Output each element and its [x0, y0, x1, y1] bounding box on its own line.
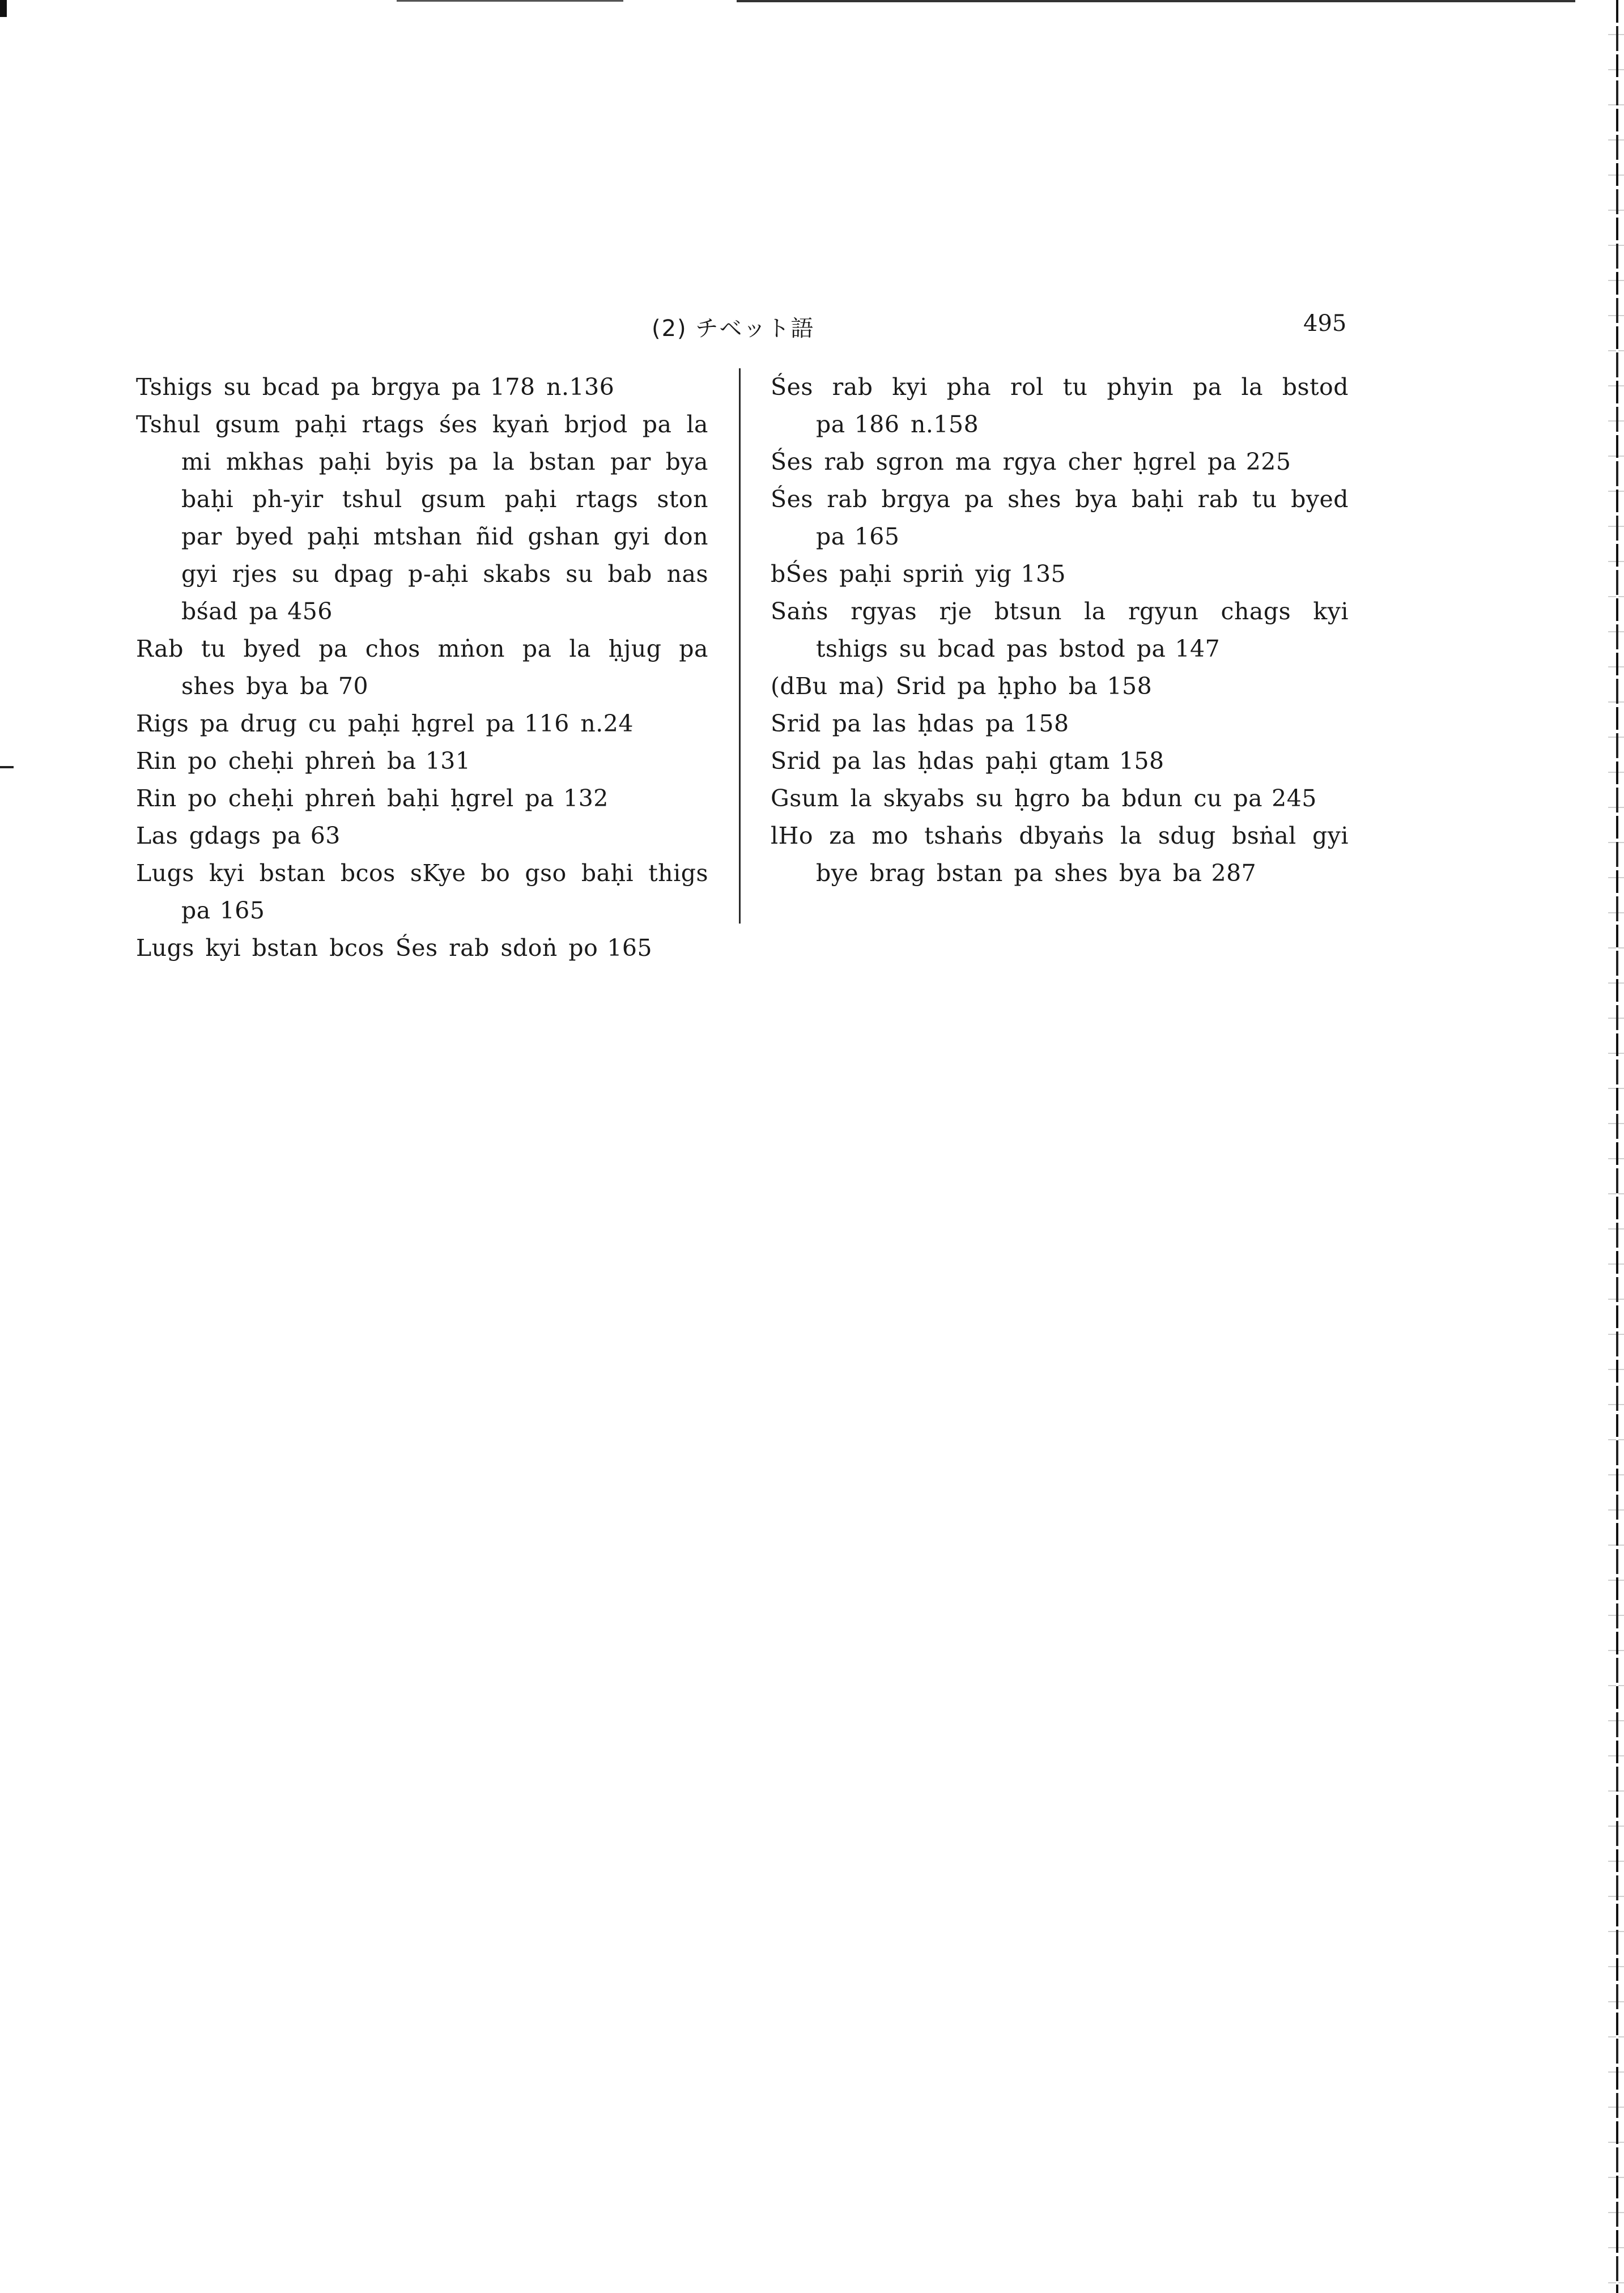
entry-title: Srid pa las ḥdas pa	[771, 710, 1015, 737]
index-entry	[771, 780, 1349, 817]
entry-title: Lugs kyi bstan bcos Śes rab sdoṅ po	[136, 934, 598, 962]
entry-page-ref: 456	[287, 598, 333, 625]
entry-page-ref: 158	[1119, 747, 1164, 775]
entry-page-ref: 147	[1175, 635, 1221, 662]
entry-title: Srid pa las ḥdas paḥi gtam	[771, 747, 1110, 775]
scan-border-top-left	[397, 0, 623, 2]
entry-page-ref: 135	[1021, 560, 1066, 588]
index-entry	[771, 443, 1349, 480]
scan-border-top	[737, 0, 1575, 2]
index-entry	[771, 667, 1349, 705]
entry-page-ref: 287	[1211, 860, 1257, 887]
index-entry	[771, 593, 1349, 667]
entry-title: lHo za mo tshaṅs dbyaṅs la sdug bsṅal gyi bye brag bstan pa shes bya ba	[771, 822, 1349, 887]
index-entry	[136, 854, 708, 929]
entry-page-ref: 132	[563, 785, 609, 812]
entry-title: Tshigs su bcad pa brgya pa	[136, 373, 481, 401]
index-entry	[136, 705, 708, 742]
index-column-right	[771, 368, 1349, 892]
entry-page-ref: 245	[1272, 785, 1317, 812]
entry-page-ref: 165	[854, 523, 900, 550]
scan-binding-line	[1616, 0, 1618, 2293]
index-entry	[771, 817, 1349, 892]
entry-title: Tshul gsum paḥi rtags śes kyaṅ brjod pa la mi mkhas paḥi byis pa la bstan par bya baḥi ph-yir tshul gsum paḥi rtags ston par byed paḥi mtshan ñid gshan gyi don gyi rjes su dpag p-aḥi skabs su bab nas bśad pa	[136, 411, 708, 625]
entry-title: Śes rab sgron ma rgya cher ḥgrel pa	[771, 448, 1237, 475]
index-entry	[771, 480, 1349, 555]
scan-margin-tick	[0, 766, 14, 768]
entry-page-ref: 165	[607, 934, 653, 962]
index-entry	[136, 817, 708, 854]
page-number: 495	[1303, 310, 1347, 337]
index-entry	[136, 406, 708, 630]
entry-page-ref: 225	[1245, 448, 1291, 475]
entry-title: Las gdags pa	[136, 822, 301, 849]
index-entry	[771, 742, 1349, 780]
entry-page-ref: 158	[1107, 673, 1153, 700]
entry-title: Rab tu byed pa chos mṅon pa la ḥjug pa shes bya ba	[136, 635, 708, 700]
entry-title: Rin po cheḥi phreṅ ba	[136, 747, 416, 775]
entry-page-ref: 131	[425, 747, 471, 775]
entry-page-ref: 158	[1023, 710, 1069, 737]
scan-corner-mark	[0, 0, 7, 68]
index-entry	[771, 368, 1349, 443]
entry-title: Rigs pa drug cu paḥi ḥgrel pa	[136, 710, 516, 737]
index-entry	[136, 368, 708, 406]
entry-title: Śes rab brgya pa shes bya baḥi rab tu byed pa	[771, 486, 1349, 550]
index-entry	[771, 555, 1349, 593]
entry-page-ref: 186 n.158	[854, 411, 979, 438]
entry-page-ref: 63	[310, 822, 341, 849]
running-title: (2) チベット語	[652, 316, 815, 342]
entry-title: Lugs kyi bstan bcos sKye bo gso baḥi thigs pa	[136, 860, 708, 924]
entry-title: (dBu ma) Srid pa ḥpho ba	[771, 673, 1098, 700]
index-column-left	[136, 368, 708, 967]
entry-title: Śes rab kyi pha rol tu phyin pa la bstod pa	[771, 373, 1349, 438]
entry-page-ref: 165	[219, 897, 265, 924]
entry-title: Gsum la skyabs su ḥgro ba bdun cu pa	[771, 785, 1263, 812]
entry-title: bŚes paḥi spriṅ yig	[771, 560, 1012, 588]
index-entry	[136, 630, 708, 705]
entry-page-ref: 70	[338, 673, 369, 700]
column-divider	[739, 368, 741, 924]
entry-title: Rin po cheḥi phreṅ baḥi ḥgrel pa	[136, 785, 555, 812]
entry-page-ref: 178 n.136	[490, 373, 615, 401]
index-entry	[136, 929, 708, 967]
index-entry	[136, 742, 708, 780]
entry-page-ref: 116 n.24	[524, 710, 634, 737]
index-entry	[771, 705, 1349, 742]
entry-title: Saṅs rgyas rje btsun la rgyun chags kyi tshigs su bcad pas bstod pa	[771, 598, 1349, 662]
index-entry	[136, 780, 708, 817]
